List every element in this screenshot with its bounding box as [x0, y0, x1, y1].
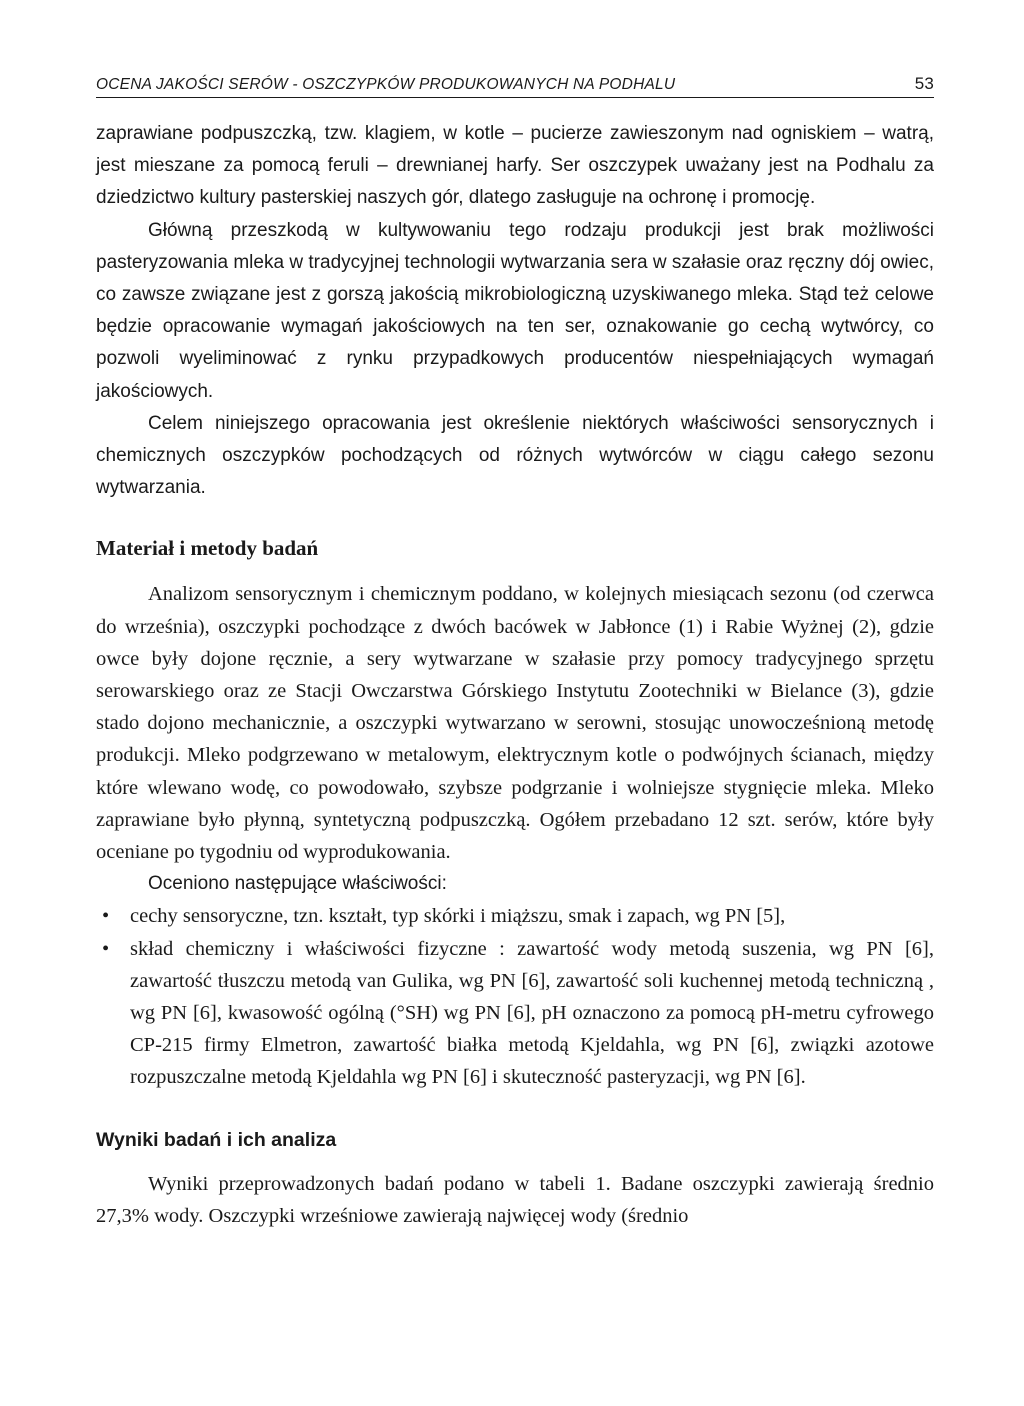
bullet-icon: • — [102, 937, 110, 960]
list-item-text: cechy sensoryczne, tzn. kształt, typ skórki i miąższu, smak i zapach, wg PN [5], — [130, 905, 786, 928]
materials-paragraph-2: Oceniono następujące właściwości: — [148, 873, 447, 895]
results-paragraph-1: Wyniki przeprowadzonych badań podano w tabeli 1. Badane oszczypki zawierają średnio 27,3% wody. Oszczypki wrześniowe zawierają najwięcej wody (średnio — [96, 1172, 934, 1227]
intro-paragraph-2-part-1: Główną przeszkodą w kultywowaniu tego rodzaju produkcji jest brak możliwości pasteryzowania mleka w tradycyjnej technologii wytwarzania sera w szałasie oraz ręczny dój owiec, co zawsze związane jest z gorszą jakością mikrobiologiczną uzyskiwanego mleka. — [96, 219, 934, 306]
running-title: OCENA JAKOŚCI SERÓW - OSZCZYPKÓW PRODUKOWANYCH NA PODHALU — [96, 76, 676, 93]
intro-paragraph-3: Celem niniejszego opracowania jest określenie niektórych właściwości sensorycznych i chemicznych oszczypków pochodzących od różnych wytwórców w ciągu całego sezonu wytwarzania. — [96, 412, 934, 499]
document-page — [96, 74, 934, 1232]
properties-list — [96, 900, 934, 1093]
page-number: 53 — [914, 74, 934, 93]
article-body — [96, 118, 934, 1232]
intro-paragraph-2-part-2: Stąd też celowe będzie opracowanie wymagań jakościowych na ten ser, oznakowanie go cechą wytwórcy, co pozwoli wyeliminować z rynku przypadkowych producentów niespełniających wymagań jakościowych. — [96, 284, 934, 402]
intro-paragraph-1: zaprawiane podpuszczką, tzw. klagiem, w kotle – pucierze zawieszonym nad ogniskiem – watrą, jest mieszane za pomocą feruli – drewnianej harfy. Ser oszczypek uważany jest na Podhalu za dziedzictwo kultury pasterskiej naszych gór, dlatego zasługuje na ochronę i promocję. — [96, 123, 934, 209]
list-item-text: skład chemiczny i właściwości fizyczne : zawartość wody metodą suszenia, wg PN [6], zawartość tłuszczu metodą van Gulika, wg PN [6], zawartość soli kuchennej metodą techniczną , wg PN [6], kwasowość ogólną (°SH) wg PN [6], pH oznaczono za pomocą pH-metru cyfrowego CP-215 firmy Elmetron, zawartość białka metodą Kjeldahla, wg PN [6], związki azotowe rozpuszczalne metodą Kjeldahla wg PN [6] i skuteczność pasteryzacji, wg PN [6]. — [130, 937, 934, 1089]
section-heading-results: Wyniki badań i ich analiza — [96, 1128, 337, 1151]
list-item — [96, 933, 934, 1094]
list-item — [96, 900, 934, 932]
section-heading-materials: Materiał i metody badań — [96, 536, 319, 561]
materials-paragraph-1: Analizom sensorycznym i chemicznym poddano, w kolejnych miesiącach sezonu (od czerwca do września), oszczypki pochodzące z dwóch bacówek w Jabłonce (1) i Rabie Wyżnej (2), gdzie owce były dojone ręcznie, a sery wytwarzane w szałasie przy pomocy tradycyjnego sprzętu serowarskiego oraz ze Stacji Owczarstwa Górskiego Instytutu Zootechniki w Bielance (3), gdzie stado dojono mechanicznie, a oszczypki wytwarzano w serowni, stosując unowocześnioną metodę produkcji. Mleko podgrzewano w metalowym, elektrycznym kotle o podwójnych ścianach, między które wlewano wodę, co powodowało, szybsze podgrzanie i wolniejsze stygnięcie mleka. Mleko zaprawiane było płynną, syntetyczną podpuszczką. Ogółem przebadano 12 szt. serów, które były oceniane po tygodniu od wyprodukowania. — [96, 583, 934, 864]
running-header — [96, 74, 934, 98]
intro-paragraph-2 — [96, 215, 934, 408]
bullet-icon: • — [102, 905, 110, 928]
